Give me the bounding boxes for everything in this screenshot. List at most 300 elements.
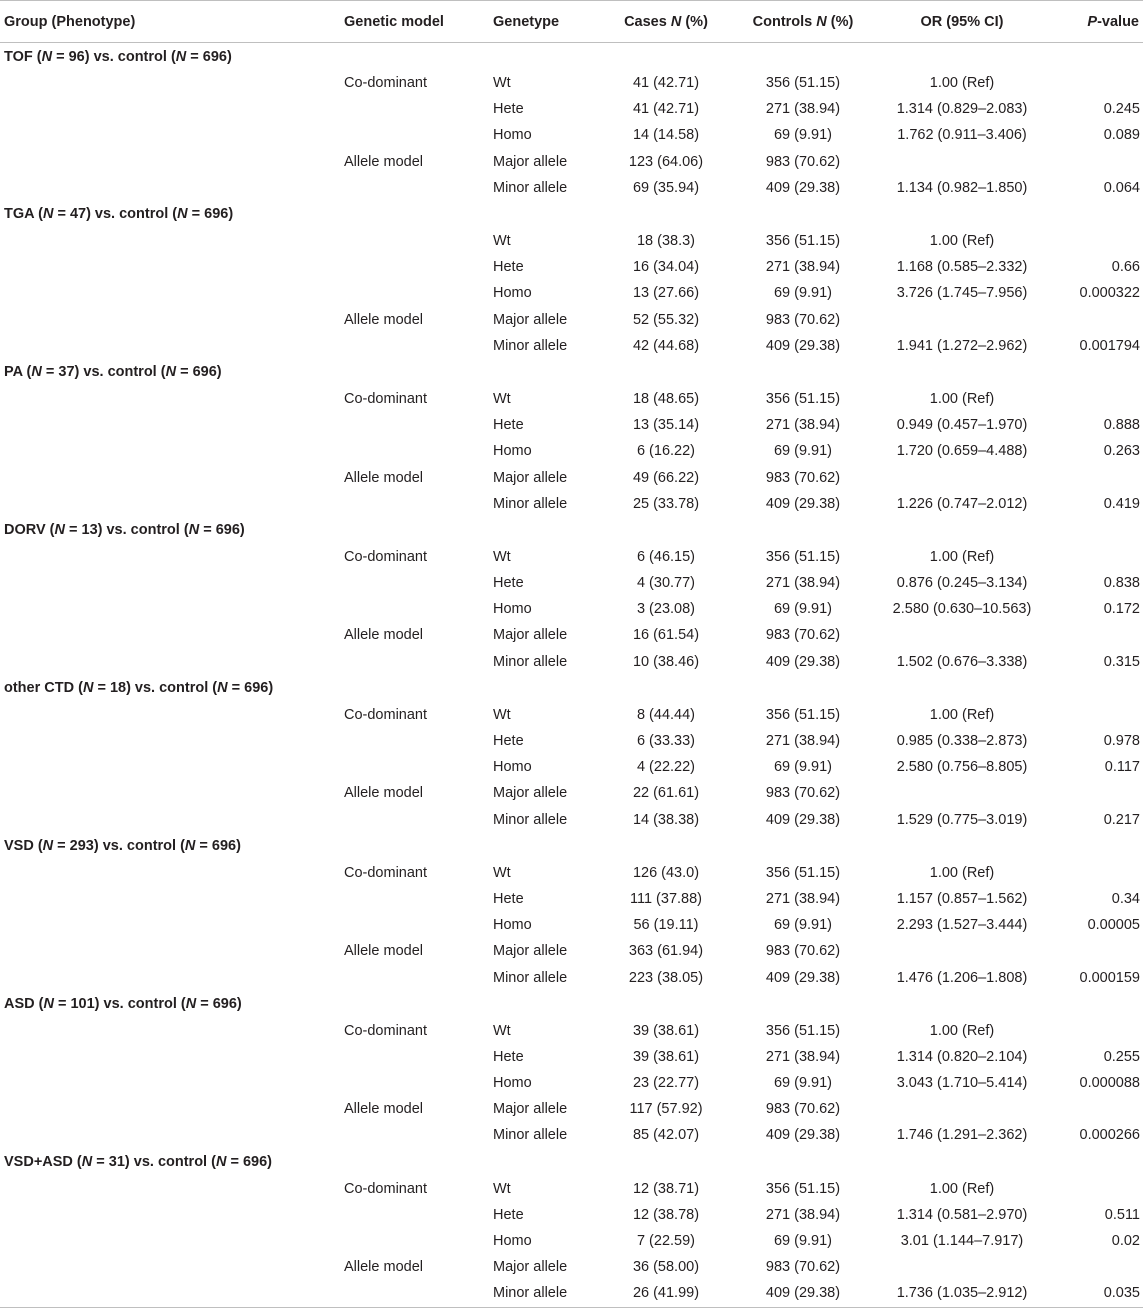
p-value-cell <box>1051 544 1143 570</box>
genotype-cell: Minor allele <box>493 653 568 670</box>
genotype-cell: Major allele <box>493 1259 568 1276</box>
controls-cell: 69 (9.91) <box>773 1075 833 1092</box>
group-cell <box>0 122 340 148</box>
group-label: VSD (N = 293) vs. control (N = 696) <box>4 838 241 855</box>
genotype-cell: Hete <box>493 101 524 118</box>
group-cell <box>0 912 340 938</box>
odds-ratio-cell: 3.043 (1.710–5.414) <box>896 1075 1028 1092</box>
odds-ratio-cell <box>873 1254 1051 1280</box>
group-header-row <box>0 43 1143 71</box>
genetic-model-cell <box>340 280 489 306</box>
cases-cell: 3 (23.08) <box>636 601 696 618</box>
controls-cell: 356 (51.15) <box>765 75 841 92</box>
controls-cell: 409 (29.38) <box>765 653 841 670</box>
cases-cell: 12 (38.78) <box>632 1206 700 1223</box>
table-row <box>0 464 1143 490</box>
p-value-cell: 0.34 <box>1111 890 1140 907</box>
cases-cell: 123 (64.06) <box>628 153 704 170</box>
cases-cell: 26 (41.99) <box>599 1280 733 1307</box>
cases-cell: 49 (66.22) <box>632 469 700 486</box>
table-row <box>0 70 1143 96</box>
cases-cell: 16 (61.54) <box>632 627 700 644</box>
controls-cell: 69 (9.91) <box>773 1233 833 1250</box>
p-value-cell <box>1051 1254 1143 1280</box>
genetic-model-cell: Allele model <box>344 627 423 644</box>
n-symbol: N <box>215 1154 227 1171</box>
odds-ratio-cell: 1.314 (0.820–2.104) <box>896 1048 1028 1065</box>
odds-ratio-cell: 1.720 (0.659–4.488) <box>896 443 1028 460</box>
p-value-cell: 0.117 <box>1104 759 1140 776</box>
genotype-cell: Minor allele <box>493 179 568 196</box>
cases-cell: 25 (33.78) <box>632 495 700 512</box>
genetic-model-cell: Allele model <box>344 153 423 170</box>
n-symbol: N <box>82 680 94 697</box>
group-cell <box>0 1096 340 1122</box>
controls-cell: 69 (9.91) <box>773 127 833 144</box>
header-p-value: P-value <box>1051 1 1143 43</box>
genetic-model-cell <box>340 438 489 464</box>
odds-ratio-cell: 1.00 (Ref) <box>929 548 995 565</box>
genotype-cell: Major allele <box>493 1101 568 1118</box>
genetic-model-cell <box>340 1122 489 1148</box>
genetic-model-cell <box>340 175 489 201</box>
p-value-cell <box>1051 780 1143 806</box>
odds-ratio-cell: 1.762 (0.911–3.406) <box>897 127 1027 144</box>
odds-ratio-cell: 1.529 (0.775–3.019) <box>896 811 1028 828</box>
table-row <box>0 438 1143 464</box>
cases-cell: 41 (42.71) <box>632 101 700 118</box>
n-symbol: N <box>177 206 188 223</box>
n-symbol: N <box>42 838 54 855</box>
cases-cell: 14 (14.58) <box>632 127 700 144</box>
table-row <box>0 175 1143 201</box>
odds-ratio-cell <box>873 149 1051 175</box>
group-header-row <box>0 201 1143 228</box>
p-value-cell <box>1051 228 1143 254</box>
n-symbol: N <box>217 680 228 697</box>
table-row <box>0 1096 1143 1122</box>
cases-cell: 363 (61.94) <box>628 943 704 960</box>
controls-cell: 69 (9.91) <box>773 285 833 302</box>
genotype-cell: Wt <box>493 390 511 407</box>
genotype-cell: Minor allele <box>493 495 568 512</box>
controls-cell: 69 (9.91) <box>773 443 833 460</box>
header-row <box>0 1 1143 43</box>
controls-cell: 409 (29.38) <box>765 811 841 828</box>
group-cell <box>0 1202 340 1228</box>
n-symbol: N <box>188 522 200 539</box>
odds-ratio-cell: 1.941 (1.272–2.962) <box>896 337 1028 354</box>
table-row <box>0 386 1143 412</box>
p-value-cell: 0.315 <box>1103 653 1140 670</box>
table-row <box>0 307 1143 333</box>
odds-ratio-cell: 2.580 (0.630–10.563) <box>892 601 1032 618</box>
controls-cell: 69 (9.91) <box>773 917 833 934</box>
table-row <box>0 1254 1143 1280</box>
p-value-cell <box>1051 622 1143 648</box>
genetic-model-cell: Co-dominant <box>344 548 428 565</box>
controls-cell: 409 (29.38) <box>765 337 841 354</box>
cases-cell: 6 (16.22) <box>636 443 696 460</box>
p-value-cell <box>1051 307 1143 333</box>
cases-cell: 13 (35.14) <box>632 417 700 434</box>
controls-cell: 271 (38.94) <box>765 890 841 907</box>
genetic-model-cell <box>340 1044 489 1070</box>
group-header-row <box>0 833 1143 860</box>
cases-cell: 4 (30.77) <box>636 575 696 592</box>
genotype-cell: Homo <box>493 443 532 460</box>
genotype-cell: Hete <box>493 575 524 592</box>
odds-ratio-cell: 1.168 (0.585–2.332) <box>896 259 1028 276</box>
group-label: other CTD (N = 18) vs. control (N = 696) <box>4 680 274 697</box>
cases-cell: 22 (61.61) <box>632 785 700 802</box>
table-row <box>0 412 1143 438</box>
cases-cell: 10 (38.46) <box>632 653 700 670</box>
genetic-model-cell: Co-dominant <box>344 1022 428 1039</box>
cases-cell: 117 (57.92) <box>629 1101 703 1118</box>
odds-ratio-cell: 1.736 (1.035–2.912) <box>873 1280 1051 1307</box>
table-row <box>0 860 1143 886</box>
odds-ratio-cell <box>873 780 1051 806</box>
odds-ratio-cell <box>873 464 1051 490</box>
group-cell <box>0 1018 340 1044</box>
cases-cell: 8 (44.44) <box>636 706 696 723</box>
odds-ratio-cell: 1.00 (Ref) <box>929 1180 995 1197</box>
n-symbol: N <box>54 522 65 539</box>
p-value-cell: 0.001794 <box>1079 337 1140 354</box>
genotype-cell: Wt <box>493 1022 511 1039</box>
group-cell <box>0 596 340 622</box>
table-row <box>0 938 1143 964</box>
group-header-row <box>0 517 1143 544</box>
odds-ratio-cell: 0.949 (0.457–1.970) <box>896 417 1028 434</box>
p-value-cell: 0.035 <box>1051 1280 1143 1307</box>
p-value-cell <box>1051 149 1143 175</box>
table-row <box>0 1202 1143 1228</box>
genetic-model-cell <box>340 754 489 780</box>
group-cell <box>0 96 340 122</box>
table-row <box>0 964 1143 990</box>
genetic-model-cell <box>340 570 489 596</box>
p-value-cell: 0.838 <box>1103 575 1140 592</box>
p-value-cell: 0.02 <box>1111 1233 1140 1250</box>
controls-cell: 983 (70.62) <box>765 943 841 960</box>
table-row <box>0 1122 1143 1148</box>
genetic-model-cell <box>340 596 489 622</box>
table-row <box>0 254 1143 280</box>
group-cell <box>0 70 340 96</box>
p-value-cell <box>1051 860 1143 886</box>
cases-cell: 126 (43.0) <box>632 864 700 881</box>
genotype-cell: Wt <box>493 75 511 92</box>
genetic-model-cell: Allele model <box>344 1101 423 1118</box>
group-header-row <box>0 675 1143 702</box>
genetic-model-cell <box>340 491 489 517</box>
n-symbol: N <box>175 48 187 65</box>
p-value-cell: 0.978 <box>1103 733 1140 750</box>
p-value-cell: 0.000088 <box>1079 1075 1140 1092</box>
group-label: TOF (N = 96) vs. control (N = 696) <box>4 48 232 65</box>
group-cell <box>0 1070 340 1096</box>
group-cell <box>0 175 340 201</box>
genotype-cell: Homo <box>493 759 532 776</box>
controls-cell: 271 (38.94) <box>765 101 841 118</box>
n-symbol: N <box>43 996 54 1013</box>
header-cases: Cases N (%) <box>599 1 733 43</box>
genetic-model-cell <box>340 228 489 254</box>
p-value-cell: 0.66 <box>1111 259 1140 276</box>
odds-ratio-cell: 0.985 (0.338–2.873) <box>896 733 1028 750</box>
table-row <box>0 622 1143 648</box>
group-cell <box>0 333 340 359</box>
genetic-model-cell <box>340 886 489 912</box>
cases-cell: 42 (44.68) <box>632 337 700 354</box>
group-cell <box>0 280 340 306</box>
genotype-cell: Hete <box>493 259 524 276</box>
genetic-model-cell <box>340 254 489 280</box>
group-cell <box>0 1228 340 1254</box>
controls-cell: 271 (38.94) <box>765 1206 841 1223</box>
group-cell <box>0 307 340 333</box>
group-header-row <box>0 1149 1143 1176</box>
genotype-cell: Major allele <box>493 943 568 960</box>
table-row <box>0 596 1143 622</box>
controls-cell: 356 (51.15) <box>765 706 841 723</box>
cases-cell: 7 (22.59) <box>636 1233 696 1250</box>
p-value-cell <box>1051 464 1143 490</box>
controls-cell: 356 (51.15) <box>765 1022 841 1039</box>
table-row <box>0 149 1143 175</box>
odds-ratio-cell <box>873 307 1051 333</box>
p-value-cell <box>1051 70 1143 96</box>
controls-cell: 409 (29.38) <box>765 495 841 512</box>
group-cell <box>0 491 340 517</box>
controls-cell: 271 (38.94) <box>765 417 841 434</box>
p-value-cell: 0.172 <box>1103 601 1140 618</box>
n-symbol: N <box>184 838 196 855</box>
genetic-model-cell <box>340 1280 489 1307</box>
group-cell <box>0 938 340 964</box>
genotype-cell: Wt <box>493 233 511 250</box>
cases-cell: 6 (33.33) <box>636 733 696 750</box>
genetic-model-cell <box>340 1202 489 1228</box>
genetic-model-cell: Co-dominant <box>344 390 428 407</box>
group-cell <box>0 754 340 780</box>
p-value-cell: 0.000266 <box>1079 1127 1140 1144</box>
table-row <box>0 1228 1143 1254</box>
genetic-model-cell <box>340 333 489 359</box>
odds-ratio-cell: 1.00 (Ref) <box>929 864 995 881</box>
header-odds-ratio: OR (95% CI) <box>873 1 1051 43</box>
p-value-cell: 0.245 <box>1103 101 1140 118</box>
odds-ratio-cell: 1.00 (Ref) <box>929 390 995 407</box>
odds-ratio-cell: 1.314 (0.829–2.083) <box>896 101 1028 118</box>
table-row <box>0 570 1143 596</box>
table-row <box>0 1018 1143 1044</box>
odds-ratio-cell: 1.502 (0.676–3.338) <box>896 653 1028 670</box>
p-value-cell: 0.217 <box>1103 811 1140 828</box>
n-symbol: N <box>185 996 197 1013</box>
table-row <box>0 1176 1143 1202</box>
genetic-model-cell <box>340 649 489 675</box>
odds-ratio-cell <box>873 1096 1051 1122</box>
p-value-cell <box>1051 1018 1143 1044</box>
cases-cell: 36 (58.00) <box>632 1259 700 1276</box>
genotype-cell: Major allele <box>493 469 568 486</box>
n-symbol: N <box>42 206 54 223</box>
controls-cell: 356 (51.15) <box>765 233 841 250</box>
table-row <box>0 1044 1143 1070</box>
group-cell <box>0 807 340 833</box>
genetic-model-cell <box>340 1070 489 1096</box>
genotype-cell: Homo <box>493 285 532 302</box>
group-label: ASD (N = 101) vs. control (N = 696) <box>4 996 242 1013</box>
genetic-model-cell <box>340 96 489 122</box>
controls-cell: 69 (9.91) <box>773 601 833 618</box>
table-row <box>0 754 1143 780</box>
p-value-cell <box>1051 1176 1143 1202</box>
genotype-cell: Wt <box>493 548 511 565</box>
group-cell <box>0 386 340 412</box>
table-row <box>0 649 1143 675</box>
genetic-model-cell: Co-dominant <box>344 706 428 723</box>
header-controls: Controls N (%) <box>733 1 873 43</box>
group-cell <box>0 228 340 254</box>
cases-cell: 111 (37.88) <box>629 890 702 907</box>
table-row <box>0 728 1143 754</box>
group-label: TGA (N = 47) vs. control (N = 696) <box>4 206 234 223</box>
cases-cell: 39 (38.61) <box>632 1048 700 1065</box>
table-row <box>0 333 1143 359</box>
cases-cell: 23 (22.77) <box>632 1075 700 1092</box>
group-cell <box>0 438 340 464</box>
genotype-cell: Minor allele <box>493 1127 568 1144</box>
controls-cell: 983 (70.62) <box>765 1259 841 1276</box>
odds-ratio-cell <box>873 938 1051 964</box>
genotype-cell: Minor allele <box>493 969 568 986</box>
genotype-cell: Minor allele <box>493 811 568 828</box>
p-value-cell <box>1051 702 1143 728</box>
genetic-model-cell: Allele model <box>344 469 423 486</box>
group-cell <box>0 1280 340 1307</box>
group-cell <box>0 464 340 490</box>
cases-cell: 16 (34.04) <box>632 259 700 276</box>
table-body <box>0 43 1143 1308</box>
table-row <box>0 1070 1143 1096</box>
group-cell <box>0 860 340 886</box>
odds-ratio-cell: 2.580 (0.756–8.805) <box>896 759 1028 776</box>
group-cell <box>0 702 340 728</box>
p-value-cell: 0.419 <box>1103 495 1140 512</box>
genetic-model-cell: Co-dominant <box>344 1180 428 1197</box>
p-value-cell: 0.511 <box>1104 1206 1140 1223</box>
genotype-cell: Major allele <box>493 153 568 170</box>
controls-cell: 271 (38.94) <box>765 1048 841 1065</box>
odds-ratio-cell: 1.00 (Ref) <box>929 1022 995 1039</box>
genotype-cell: Major allele <box>493 785 568 802</box>
genotype-cell: Hete <box>493 890 524 907</box>
group-label: PA (N = 37) vs. control (N = 696) <box>4 364 222 381</box>
genotype-cell: Minor allele <box>489 1280 599 1307</box>
genetic-model-cell <box>340 807 489 833</box>
p-value-cell: 0.000322 <box>1079 285 1140 302</box>
group-cell <box>0 254 340 280</box>
controls-cell: 409 (29.38) <box>765 969 841 986</box>
p-value-cell <box>1051 386 1143 412</box>
genetic-model-cell: Co-dominant <box>344 75 428 92</box>
odds-ratio-cell: 1.157 (0.857–1.562) <box>896 890 1028 907</box>
n-symbol: N <box>31 364 42 381</box>
group-cell <box>0 886 340 912</box>
genetic-model-cell: Allele model <box>344 785 423 802</box>
odds-ratio-cell: 3.01 (1.144–7.917) <box>900 1233 1024 1250</box>
genotype-cell: Hete <box>493 733 524 750</box>
cases-cell: 69 (35.94) <box>632 179 700 196</box>
group-cell <box>0 544 340 570</box>
controls-cell: 69 (9.91) <box>773 759 833 776</box>
header-genetic-model: Genetic model <box>340 1 489 43</box>
genotype-cell: Homo <box>493 1233 532 1250</box>
genotype-cell: Major allele <box>493 311 568 328</box>
controls-cell: 356 (51.15) <box>765 390 841 407</box>
controls-cell: 983 (70.62) <box>765 785 841 802</box>
p-value-cell: 0.089 <box>1103 127 1140 144</box>
group-cell <box>0 649 340 675</box>
table-row <box>0 886 1143 912</box>
p-value-cell: 0.263 <box>1103 443 1140 460</box>
group-cell <box>0 728 340 754</box>
genotype-cell: Wt <box>493 1180 511 1197</box>
odds-ratio-cell: 1.00 (Ref) <box>929 233 995 250</box>
controls-cell: 409 (29.38) <box>733 1280 873 1307</box>
genetic-model-cell: Co-dominant <box>344 864 428 881</box>
group-cell <box>0 780 340 806</box>
controls-cell: 409 (29.38) <box>765 1127 841 1144</box>
genotype-cell: Homo <box>493 127 532 144</box>
odds-ratio-cell: 1.134 (0.982–1.850) <box>896 179 1028 196</box>
header-genotype: Genetype <box>489 1 599 43</box>
controls-cell: 983 (70.62) <box>765 153 841 170</box>
genetic-model-cell <box>340 122 489 148</box>
group-cell <box>0 149 340 175</box>
n-symbol: N <box>81 1154 93 1171</box>
controls-cell: 983 (70.62) <box>765 1101 841 1118</box>
controls-cell: 271 (38.94) <box>765 733 841 750</box>
cases-cell: 39 (38.61) <box>632 1022 700 1039</box>
genetic-model-cell <box>340 1228 489 1254</box>
table-row <box>0 807 1143 833</box>
table-row <box>0 491 1143 517</box>
genotype-cell: Homo <box>493 917 532 934</box>
cases-cell: 85 (42.07) <box>632 1127 700 1144</box>
cases-cell: 6 (46.15) <box>636 548 696 565</box>
group-header-row <box>0 991 1143 1018</box>
group-cell <box>0 964 340 990</box>
group-cell <box>0 622 340 648</box>
controls-cell: 356 (51.15) <box>765 548 841 565</box>
controls-cell: 983 (70.62) <box>765 627 841 644</box>
cases-cell: 14 (38.38) <box>632 811 700 828</box>
group-cell <box>0 1176 340 1202</box>
table-row <box>0 122 1143 148</box>
table-row <box>0 1280 1143 1307</box>
p-value-cell: 0.255 <box>1103 1048 1140 1065</box>
odds-ratio-cell: 1.314 (0.581–2.970) <box>896 1206 1028 1223</box>
genotype-cell: Wt <box>493 706 511 723</box>
controls-cell: 983 (70.62) <box>765 311 841 328</box>
header-group: Group (Phenotype) <box>0 1 340 43</box>
cases-cell: 13 (27.66) <box>632 285 700 302</box>
